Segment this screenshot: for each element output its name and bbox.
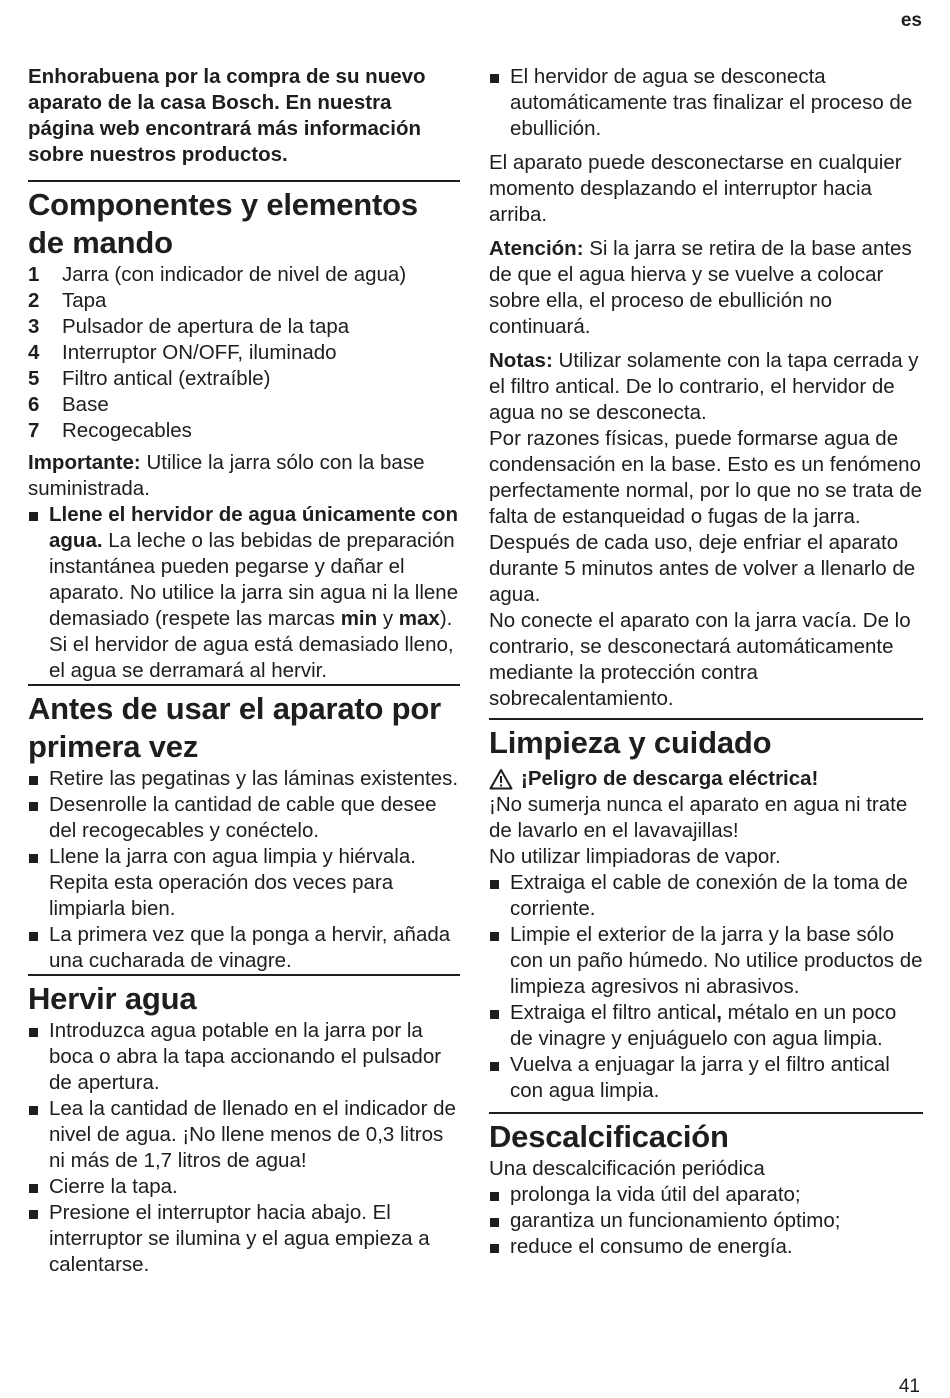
boil-heading: Hervir agua <box>28 974 460 1018</box>
item-text: métalo en un poco de vinagre y enjuáguelo con agua limpia. <box>510 1001 897 1050</box>
cleaning-heading: Limpieza y cuidado <box>489 718 923 762</box>
fill-bold: Llene el hervidor de agua únicamente con agua. <box>49 503 458 552</box>
attention-text: Si la jarra se retira de la base antes de que el agua hierva y se vuelve a colocar sobre ella, el proceso de ebullición no continuará. <box>489 237 912 338</box>
list-item <box>28 392 460 418</box>
item-text: garantiza un funcionamiento óptimo; <box>510 1209 841 1232</box>
list-item <box>489 1052 923 1104</box>
bullet-square-icon <box>490 1218 499 1227</box>
list-item <box>28 1096 460 1174</box>
bullet-square-icon <box>29 854 38 863</box>
list-item <box>28 1018 460 1096</box>
notes-paragraph <box>489 348 923 426</box>
list-item <box>28 366 460 392</box>
descaling-intro: Una descalcificación periódica <box>489 1157 765 1180</box>
warning-triangle-icon <box>489 768 513 790</box>
bullet-square-icon <box>490 1062 499 1071</box>
list-item <box>489 1000 923 1052</box>
list-item <box>28 766 460 792</box>
switch-off-text: El aparato puede desconectarse en cualquier momento desplazando el interruptor hacia arriba. <box>489 151 902 226</box>
bullet-square-icon <box>490 932 499 941</box>
fill-text: ). Si el hervidor de agua está demasiado lleno, el agua se derramará al hervir. <box>49 607 454 682</box>
list-item <box>28 262 460 288</box>
item-text: Jarra (con indicador de nivel de agua) <box>62 263 407 286</box>
item-text: Desenrolle la cantidad de cable que desee del recogecables y conéctelo. <box>49 793 437 842</box>
bullet-square-icon <box>490 1244 499 1253</box>
first-use-heading: Antes de usar el aparato por primera vez <box>28 684 460 766</box>
item-text: Pulsador de apertura de la tapa <box>62 315 350 338</box>
electric-warning <box>489 766 923 792</box>
list-item <box>489 922 923 1000</box>
item-text: Interruptor ON/OFF, iluminado <box>62 341 337 364</box>
list-item <box>28 792 460 844</box>
list-item <box>28 502 460 684</box>
first-use-list <box>28 766 460 974</box>
item-number: 7 <box>28 419 40 442</box>
item-text: Filtro antical (extraíble) <box>62 367 271 390</box>
page-number: 41 <box>898 1376 920 1397</box>
bullet-square-icon <box>490 880 499 889</box>
notes-label: Notas: <box>489 349 553 372</box>
notes-text: . De lo contrario, el hervidor de agua no se desconecta. <box>489 375 895 424</box>
bullet-square-icon <box>29 932 38 941</box>
auto-off-list <box>489 64 923 142</box>
list-item <box>28 1174 460 1200</box>
bullet-square-icon <box>29 1184 38 1193</box>
bullet-square-icon <box>29 1028 38 1037</box>
item-number: 1 <box>28 263 40 286</box>
fill-conjunction: y <box>377 607 399 630</box>
item-number: 2 <box>28 289 40 312</box>
list-item <box>28 288 460 314</box>
bullet-square-icon <box>29 1210 38 1219</box>
notes-text: Por razones físicas, puede formarse agua de condensación en la base <box>489 427 899 476</box>
notes-text: . <box>854 505 861 528</box>
item-text: Llene la jarra con agua limpia y hiérvala. Repita esta operación dos veces para limpiarla bien. <box>49 845 416 920</box>
language-code: es <box>900 10 922 31</box>
list-item <box>28 922 460 974</box>
item-number: 3 <box>28 315 40 338</box>
list-item <box>489 1208 923 1234</box>
item-text: Vuelva a enjuagar la jarra y el filtro antical con agua limpia. <box>510 1053 890 1102</box>
right-column <box>489 64 923 1260</box>
descaling-heading: Descalcificación <box>489 1112 923 1156</box>
warning-text: No utilizar limpiadoras de vapor. <box>489 845 781 868</box>
item-comma: , <box>716 1001 722 1024</box>
item-number: 4 <box>28 341 40 364</box>
cleaning-list <box>489 870 923 1104</box>
item-text: El hervidor de agua se desconecta automáticamente tras finalizar el proceso de ebullición. <box>510 65 913 140</box>
components-heading: Componentes y elementos de mando <box>28 180 460 262</box>
list-item <box>489 1182 923 1208</box>
item-number: 5 <box>28 367 40 390</box>
item-text: Introduzca agua potable en la jarra por la boca o abra la tapa accionando el pulsador de apertura. <box>49 1019 442 1094</box>
list-item <box>28 844 460 922</box>
item-text: Recogecables <box>62 419 192 442</box>
notes-text: . Esto es un fenómeno perfectamente normal, por lo que no se trata de falta de estanqueidad o fugas de la jarra <box>489 453 923 528</box>
bullet-square-icon <box>29 776 38 785</box>
attention-note <box>489 236 923 340</box>
bullet-square-icon <box>29 512 38 521</box>
item-text: Base <box>62 393 109 416</box>
important-label: Importante: <box>28 451 141 474</box>
notes-text: Utilizar solamente con la tapa cerrada y el filtro antical <box>489 349 919 398</box>
item-text: Extraiga el filtro antical <box>510 1001 717 1024</box>
boil-list <box>28 1018 460 1278</box>
list-item <box>28 1200 460 1278</box>
list-item <box>489 64 923 142</box>
list-item <box>28 340 460 366</box>
bullet-square-icon <box>29 802 38 811</box>
bullet-square-icon <box>490 1010 499 1019</box>
left-column <box>28 64 460 1278</box>
notes-paragraph: Después de cada uso, deje enfriar el aparato durante 5 minutos antes de volver a llenarlo de agua. <box>489 531 916 606</box>
warning-text: ¡No sumerja nunca el aparato en agua ni trate de lavarlo en el lavavajillas! <box>489 793 908 842</box>
bullet-square-icon <box>490 1192 499 1201</box>
list-item <box>28 418 460 444</box>
list-item <box>489 870 923 922</box>
fill-text: La leche o las bebidas de preparación instantánea pueden pegarse y dañar el aparato. No utilice la jarra sin agua ni la llene demasiado (respete las marcas <box>49 529 459 630</box>
attention-label: Atención: <box>489 237 584 260</box>
notes-paragraph: No conecte el aparato con la jarra vacía. De lo contrario, se desconectará automáticamente mediante la protección contra sobrecalentamiento. <box>489 609 911 710</box>
item-text: La primera vez que la ponga a hervir, añada una cucharada de vinagre. <box>49 923 451 972</box>
item-text: Limpie el exterior de la jarra y la base sólo con un paño húmedo. No utilice productos de limpieza agresivos ni abrasivos. <box>510 923 923 998</box>
intro-text: Enhorabuena por la compra de su nuevo aparato de la casa Bosch. En nuestra página web encontrará más información sobre nuestros productos. <box>28 65 426 166</box>
notes-paragraph <box>489 426 923 530</box>
min-mark: min <box>340 607 378 630</box>
bullet-square-icon <box>490 74 499 83</box>
important-text: Utilice la jarra sólo con la base suministrada. <box>28 451 425 500</box>
item-number: 6 <box>28 393 40 416</box>
warning-title: ¡Peligro de descarga eléctrica! <box>521 767 819 790</box>
item-text: Extraiga el cable de conexión de la toma de corriente. <box>510 871 908 920</box>
descaling-list <box>489 1182 923 1260</box>
max-mark: max <box>398 607 440 630</box>
components-list <box>28 262 460 444</box>
item-text: prolonga la vida útil del aparato; <box>510 1183 801 1206</box>
item-text: Cierre la tapa. <box>49 1175 178 1198</box>
item-text: Lea la cantidad de llenado en el indicador de nivel de agua. ¡No llene menos de 0,3 litros ni más de 1,7 litros de agua! <box>49 1097 456 1172</box>
item-text: Tapa <box>62 289 107 312</box>
item-text: reduce el consumo de energía. <box>510 1235 793 1258</box>
item-text: Presione el interruptor hacia abajo. El interruptor se ilumina y el agua empieza a calentarse. <box>49 1201 430 1276</box>
fill-warning-list <box>28 502 460 684</box>
list-item <box>489 1234 923 1260</box>
list-item <box>28 314 460 340</box>
item-text: Retire las pegatinas y las láminas existentes. <box>49 767 459 790</box>
bullet-square-icon <box>29 1106 38 1115</box>
important-note <box>28 450 460 502</box>
